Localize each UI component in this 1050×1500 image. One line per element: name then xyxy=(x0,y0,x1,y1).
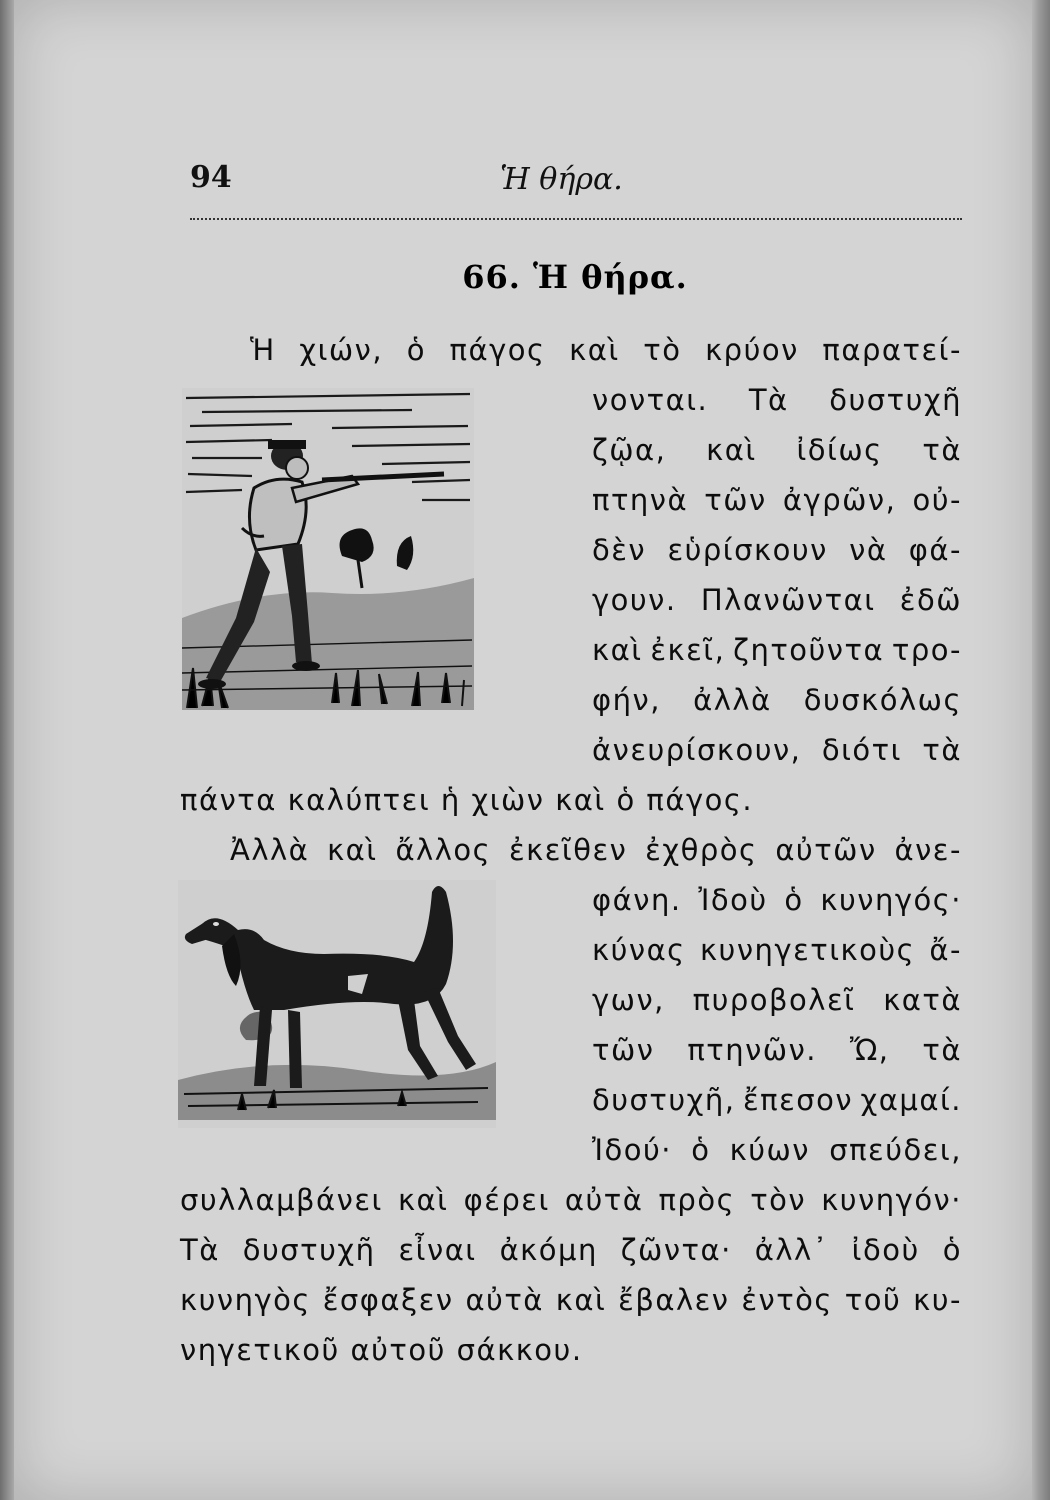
word: κατὰ xyxy=(883,983,962,1017)
word: ἀλλ᾿ xyxy=(754,1233,829,1267)
text-line-2 xyxy=(592,378,962,422)
text-line-6 xyxy=(592,578,962,622)
text-line-4 xyxy=(592,478,962,522)
word: ὁ xyxy=(942,1233,962,1267)
text-line-20 xyxy=(180,1278,962,1322)
word: τὰ xyxy=(922,733,962,767)
word: εὑρίσκουν xyxy=(667,533,828,567)
word: φήν, xyxy=(592,683,661,717)
word: καὶ xyxy=(592,633,643,667)
word: φέρει xyxy=(463,1183,550,1217)
word: δυστυχῆ xyxy=(829,383,962,417)
text-line-8 xyxy=(592,678,962,722)
word: ἀλλὰ xyxy=(693,683,772,717)
word: ζῷα, xyxy=(592,433,667,467)
word: ἰδοὺ xyxy=(851,1233,920,1267)
word: Ὤ, xyxy=(849,1033,890,1067)
word: Ἰδοὺ xyxy=(698,883,768,917)
word: κρύον xyxy=(705,333,799,367)
running-head xyxy=(190,160,960,210)
word: Ἡ xyxy=(250,333,276,367)
word: ἀνευρίσκουν, xyxy=(592,733,802,767)
word: δὲν xyxy=(592,533,647,567)
word: πυροβολεῖ xyxy=(692,983,856,1017)
text-line-5 xyxy=(592,528,962,572)
word: διότι xyxy=(821,733,902,767)
word: δυσκόλως xyxy=(803,683,962,717)
text-line-7 xyxy=(592,628,962,672)
text-line-15 xyxy=(592,1028,962,1072)
word: ἀγρῶν, xyxy=(782,483,897,517)
word: ἐκεῖ, xyxy=(650,633,726,667)
word: χαμαί. xyxy=(860,1083,962,1117)
word: καὶ xyxy=(327,833,378,867)
word: συλλαμβάνει xyxy=(180,1183,383,1217)
text-line-13 xyxy=(592,928,962,972)
text-line-11 xyxy=(230,828,962,872)
word: τῶν xyxy=(592,1033,655,1067)
word: φά- xyxy=(908,533,962,567)
word: τὰ xyxy=(922,433,962,467)
word: ἰδίως xyxy=(796,433,883,467)
book-gutter xyxy=(0,0,14,1500)
word: οὐ- xyxy=(912,483,962,517)
word: ἔπεσον xyxy=(742,1083,854,1117)
page-edge xyxy=(1032,0,1050,1500)
word: κυ- xyxy=(913,1283,962,1317)
word: ἀνε- xyxy=(894,833,962,867)
dog-engraving-image xyxy=(178,880,496,1128)
word: ἐντὸς xyxy=(741,1283,833,1317)
dog-illustration xyxy=(178,880,496,1128)
text-line-12 xyxy=(592,878,962,922)
text-line-3 xyxy=(592,428,962,472)
word: ἐκεῖθεν xyxy=(508,833,628,867)
word: καὶ xyxy=(706,433,757,467)
chapter-heading: 66. Ἡ θήρα. xyxy=(462,258,688,296)
word: κυνηγόν· xyxy=(821,1183,962,1217)
text-line-10: πάντα καλύπτει ἡ χιὼν καὶ ὁ πάγος. xyxy=(180,783,754,817)
word: κυνηγός· xyxy=(820,883,962,917)
text-line-16 xyxy=(592,1078,962,1122)
word: δυστυχῆ xyxy=(242,1233,376,1267)
word: τὸν xyxy=(750,1183,807,1217)
word: αὐτῶν xyxy=(775,833,877,867)
word: νονται. xyxy=(592,383,709,417)
hunter-engraving-image xyxy=(182,388,474,710)
word: ὁ xyxy=(784,883,804,917)
word: Ἰδού· xyxy=(592,1133,672,1167)
word: Ἀλλὰ xyxy=(230,833,310,867)
word: αὐτὰ xyxy=(465,1283,544,1317)
word: ἄλλος xyxy=(395,833,492,867)
word: ὁ xyxy=(406,333,426,367)
text-line-17 xyxy=(592,1128,962,1172)
word: δυστυχῆ, xyxy=(592,1083,736,1117)
word: ὁ xyxy=(691,1133,711,1167)
header-rule xyxy=(190,218,962,220)
word: καὶ xyxy=(397,1183,449,1217)
word: Πλανῶνται xyxy=(700,583,876,617)
word: πτηνῶν. xyxy=(687,1033,818,1067)
running-title: Ἡ θήρα. xyxy=(500,162,623,197)
word: ἔβαλεν xyxy=(618,1283,730,1317)
word: γουν. xyxy=(592,583,677,617)
text-line-9 xyxy=(592,728,962,772)
word: παρατεί- xyxy=(822,333,962,367)
word: νὰ xyxy=(849,533,888,567)
word: γων, xyxy=(592,983,665,1017)
word: φάνη. xyxy=(592,883,682,917)
word: καὶ xyxy=(555,1283,607,1317)
word: κύων xyxy=(729,1133,811,1167)
word: κυνηγετικοὺς xyxy=(699,933,916,967)
word: τῶν xyxy=(704,483,767,517)
word: ἐχθρὸς xyxy=(645,833,758,867)
text-line-1 xyxy=(250,328,962,372)
word: τοῦ xyxy=(844,1283,902,1317)
word: πτηνὰ xyxy=(592,483,689,517)
word: πρὸς xyxy=(658,1183,736,1217)
word: αὐτὰ xyxy=(564,1183,644,1217)
hunter-illustration xyxy=(182,388,474,710)
word: χιών, xyxy=(299,333,384,367)
word: τρο- xyxy=(891,633,962,667)
page-number: 94 xyxy=(190,160,232,195)
word: ἄ- xyxy=(929,933,962,967)
text-line-21: νηγετικοῦ αὐτοῦ σάκκου. xyxy=(180,1333,583,1367)
word: τὸ xyxy=(643,333,682,367)
word: τὰ xyxy=(922,1033,962,1067)
word: κύνας xyxy=(592,933,686,967)
word: κυνηγὸς xyxy=(180,1283,311,1317)
word: ἀκόμη xyxy=(499,1233,598,1267)
word: εἶναι xyxy=(398,1233,477,1267)
word: καὶ xyxy=(569,333,620,367)
word: σπεύδει, xyxy=(829,1133,962,1167)
word: Τὰ xyxy=(748,383,789,417)
word: πάγος xyxy=(449,333,546,367)
word: ἔσφαξεν xyxy=(322,1283,454,1317)
word: ἐδῶ xyxy=(899,583,962,617)
text-line-14 xyxy=(592,978,962,1022)
text-line-18 xyxy=(180,1178,962,1222)
word: ζητοῦντα xyxy=(733,633,885,667)
text-line-19 xyxy=(180,1228,962,1272)
word: ζῶντα· xyxy=(620,1233,732,1267)
word: Τὰ xyxy=(180,1233,220,1267)
